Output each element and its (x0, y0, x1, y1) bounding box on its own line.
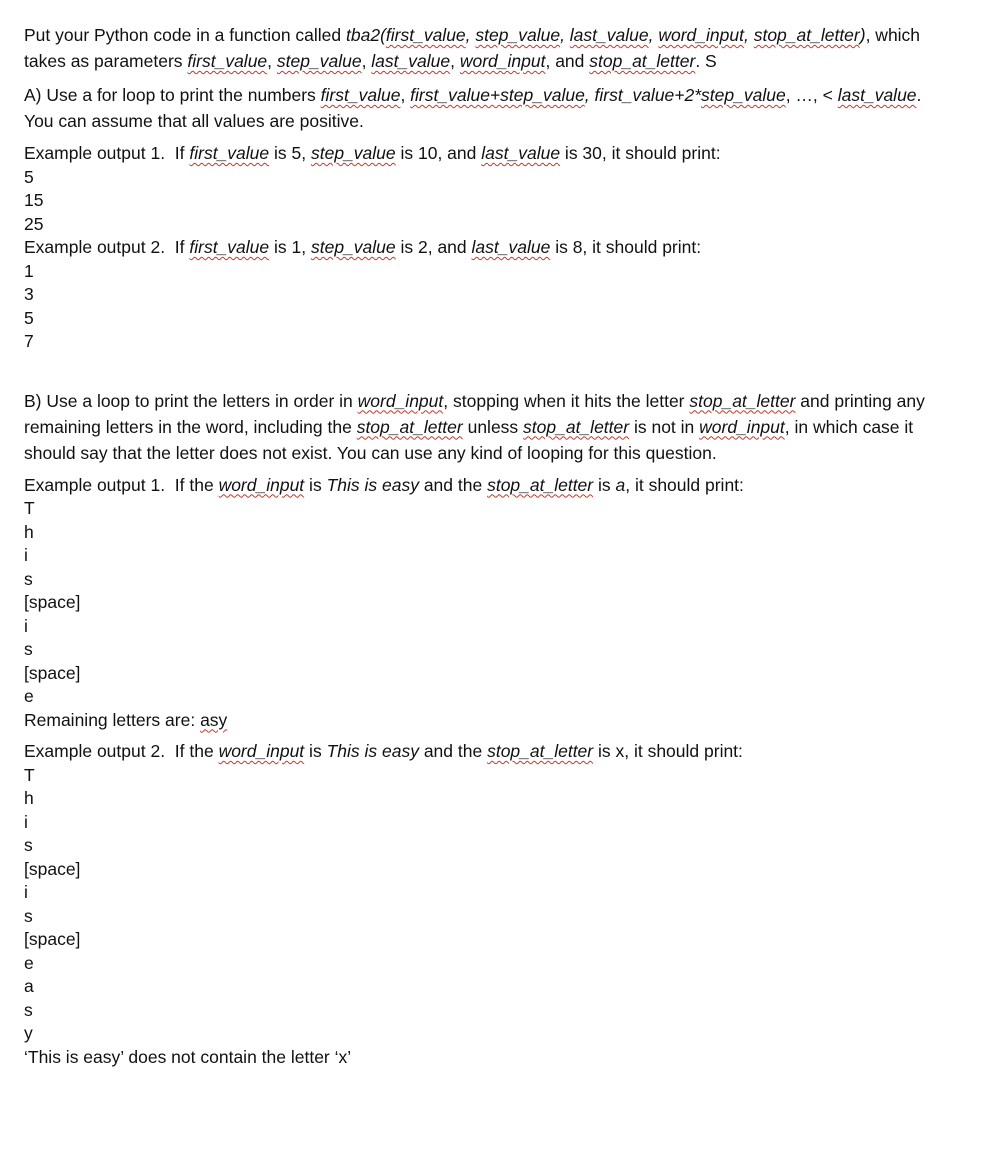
document-page (24, 22, 954, 1069)
output-line: y (24, 1023, 33, 1043)
intro-text: . S (695, 51, 717, 71)
output-line: a (24, 976, 34, 996)
output-line: [space] (24, 662, 81, 683)
remaining-label: Remaining letters are: (24, 709, 201, 730)
ex-text: is (593, 474, 616, 495)
ex-text: is 2, and (395, 237, 472, 257)
fn-sig-close: ) (859, 25, 866, 45)
ex-text: is 5, (269, 143, 311, 163)
var-last-value: last_value (471, 237, 551, 257)
output-line: h (24, 788, 34, 808)
var-word-input: word_input (699, 416, 785, 437)
ex-text: Example output 2. If the (24, 741, 219, 761)
output-line: 15 (24, 190, 44, 210)
output-line: e (24, 952, 34, 973)
intro-text: , which takes as parameters (24, 25, 921, 71)
sig-comma: , (743, 25, 754, 45)
var-stop-at-letter: stop_at_letter (689, 390, 796, 411)
ex-text: is (304, 741, 327, 761)
param-step-value: step_value (276, 51, 362, 71)
output-line: 5 (24, 307, 34, 328)
output-line: T (24, 498, 35, 518)
ex-text: is 1, (269, 237, 311, 257)
ex-text: and the (418, 741, 488, 761)
part-b-text: B) Use a loop to print the letters in order in (24, 390, 358, 411)
output-line: 7 (24, 331, 34, 351)
output-line: i (24, 882, 28, 902)
part-b-text: unless (462, 416, 524, 437)
ex-text: Example output 2. If (24, 237, 190, 257)
var-word-input: word_input (218, 741, 305, 761)
part-b-example-2-heading (24, 740, 954, 764)
sig-param-word-input: word_input (658, 25, 744, 45)
var-stop-at-letter: stop_at_letter (523, 416, 630, 437)
part-a-text: , …, < (785, 85, 838, 105)
output-line: [space] (24, 858, 81, 879)
output-line: h (24, 521, 34, 542)
part-a-text: A) Use a for loop to print the numbers (24, 85, 321, 105)
output-line: 25 (24, 213, 44, 234)
output-line: i (24, 615, 28, 636)
sig-comma: , (465, 25, 476, 45)
ex-text: , it should print: (625, 474, 744, 495)
output-line: 3 (24, 284, 34, 304)
param-first-value: first_value (187, 51, 268, 71)
output-line: s (24, 639, 33, 659)
param-last-value: last_value (371, 51, 451, 71)
comma: , (400, 85, 411, 105)
ex-text: is 10, and (395, 143, 482, 163)
param-word-input: word_input (459, 51, 546, 71)
part-b-text: , in which case it should say that the letter does not exist. You can use any kind of looping for this question. (24, 416, 914, 463)
comma: , (450, 51, 460, 71)
intro-text: , and (545, 51, 590, 71)
example-letter: a (615, 474, 626, 495)
output-line: [space] (24, 929, 81, 949)
ex-text: is 8, it should print: (550, 237, 702, 257)
part-b-text: and printing any remaining letters in the word, including the (24, 390, 925, 437)
output-line: [space] (24, 592, 81, 612)
var-first-value: first_value (189, 143, 270, 163)
output-line: s (24, 568, 33, 589)
part-a-example-1-heading (24, 142, 954, 166)
var-stop-at-letter: stop_at_letter (356, 416, 463, 437)
var-word-input: word_input (218, 474, 305, 495)
comma: , (361, 51, 372, 71)
sig-param-first-value: first_value (385, 25, 466, 45)
function-signature (346, 25, 866, 45)
comma: , (267, 51, 277, 71)
output-line: i (24, 545, 28, 565)
var-last-value: last_value (481, 143, 561, 163)
var-word-input: word_input (357, 390, 444, 411)
example-phrase: This is easy (326, 474, 419, 495)
example-phrase: This is easy (326, 741, 419, 761)
part-b-text: , stopping when it hits the letter (443, 390, 690, 411)
sig-comma: , (560, 25, 570, 45)
part-b-text: is not in (629, 416, 700, 437)
output-line: s (24, 905, 33, 926)
intro-text: Put your Python code in a function called (24, 25, 347, 45)
remaining-letters-line (24, 709, 954, 733)
var-first-value: first_value (189, 237, 270, 257)
ex-text: and the (418, 474, 488, 495)
var-first-plus-2step: , first_value+2* (584, 85, 702, 105)
ex-text: Example output 1. If (24, 143, 190, 163)
var-last-value: last_value (837, 85, 917, 105)
sig-param-last-value: last_value (569, 25, 649, 45)
var-first-plus-step: first_value+step_value (410, 85, 585, 105)
var-step-value: step_value (310, 237, 396, 257)
output-line: 1 (24, 260, 34, 281)
output-line: i (24, 811, 28, 832)
sig-comma: , (648, 25, 659, 45)
output-line: s (24, 999, 33, 1020)
part-a-example-2-heading (24, 236, 954, 260)
part-a-text: . You can assume that all values are positive. (24, 85, 922, 131)
fn-sig-open: tba2( (346, 25, 386, 45)
not-contain-line: ‘This is easy’ does not contain the letter ‘x’ (24, 1046, 352, 1067)
output-line: T (24, 764, 35, 785)
var-first-value: first_value (320, 85, 401, 105)
var-stop-at-letter: stop_at_letter (487, 741, 594, 761)
var-stop-at-letter: stop_at_letter (487, 474, 594, 495)
output-line: e (24, 686, 34, 706)
part-b-example-1-heading (24, 474, 954, 498)
remaining-value: asy (200, 709, 228, 730)
ex-text: Example output 1. If the (24, 474, 219, 495)
var-step-value: step_value (310, 143, 396, 163)
output-line: s (24, 835, 33, 855)
part-a-paragraph (24, 82, 954, 134)
ex-text: is x, it should print: (593, 741, 743, 761)
part-b-paragraph (24, 388, 954, 466)
output-line: 5 (24, 166, 34, 187)
var-step-value: step_value (701, 85, 786, 105)
ex-text: is (304, 474, 327, 495)
sig-param-step-value: step_value (475, 25, 561, 45)
ex-text: is 30, it should print: (560, 143, 721, 163)
param-stop-at-letter: stop_at_letter (589, 51, 696, 71)
sig-param-stop-at-letter: stop_at_letter (753, 25, 860, 45)
intro-paragraph (24, 22, 954, 74)
